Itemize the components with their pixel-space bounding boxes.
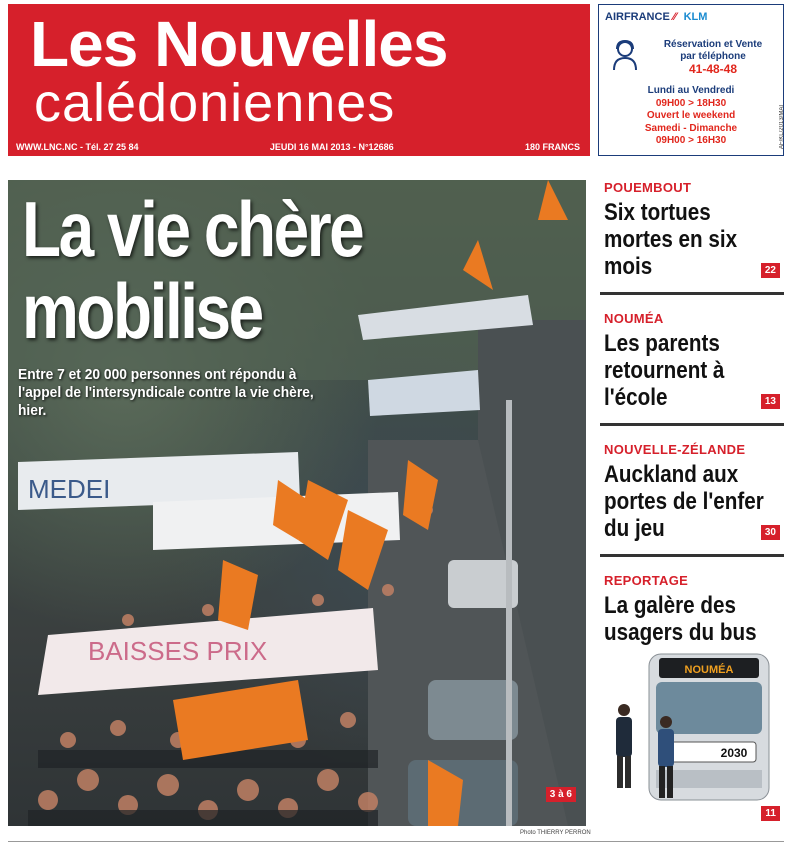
story-title: La galère des usagers du bus — [604, 592, 757, 646]
ad-line2: par téléphone — [680, 51, 746, 62]
cover-lead: Entre 7 et 20 000 personnes ont répondu à l'appel de l'intersyndicale contre la vie chère, hier. — [18, 366, 314, 419]
story-title: Auckland aux portes de l'enfer du jeu — [604, 461, 764, 542]
story-page[interactable]: 13 — [761, 394, 780, 409]
story-reportage[interactable] — [604, 573, 784, 646]
story-page[interactable]: 11 — [761, 806, 780, 821]
bus-photo[interactable] — [604, 650, 784, 805]
bottom-divider — [8, 841, 784, 842]
story-divider — [600, 423, 784, 426]
masthead — [8, 4, 590, 156]
headline-line2: mobilise — [22, 267, 262, 355]
ad-weekend-days: Samedi - Dimanche — [644, 122, 738, 134]
story-page[interactable]: 30 — [761, 525, 780, 540]
headline-line1: La vie chère — [22, 185, 363, 273]
ad-weekday-label: Lundi au Vendredi — [647, 85, 735, 96]
bus-number-text: 2030 — [720, 746, 748, 760]
story-kicker: POUEMBOUT — [604, 180, 692, 195]
masthead-info-bar — [16, 142, 580, 152]
airfrance-klm-ad[interactable] — [598, 4, 784, 156]
cover-page-ref[interactable]: 3 à 6 — [546, 787, 576, 802]
website-phone: WWW.LNC.NC - Tél. 27 25 84 — [16, 142, 139, 152]
story-divider — [600, 292, 784, 295]
ad-weekday-hours: 09H00 > 18H30 — [655, 97, 727, 109]
ad-reference: AF/KL/2013/MAI — [779, 105, 785, 150]
story-title: Les parents retournent à l'école — [604, 330, 725, 411]
story-kicker: NOUMÉA — [604, 311, 664, 326]
story-noumea[interactable] — [604, 311, 784, 411]
price: 180 FRANCS — [524, 142, 580, 152]
story-pouembout[interactable] — [604, 180, 784, 280]
banner-text-1: MEDEI — [28, 474, 111, 504]
ad-weekend-label: Ouvert le weekend — [646, 110, 736, 121]
story-title: Six tortues mortes en six mois — [604, 199, 738, 280]
photo-credit: Photo THIERRY PERRON — [520, 830, 591, 836]
airfrance-wing-icon: ⁄⁄ — [672, 11, 677, 23]
airfrance-logo: AIRFRANCE — [605, 11, 670, 23]
story-divider — [600, 554, 784, 557]
date-issue: JEUDI 16 MAI 2013 - N°12686 — [269, 142, 394, 152]
ad-weekend-hours: 09H00 > 16H30 — [655, 135, 727, 146]
newspaper-title-second-line: calédoniennes — [34, 73, 396, 133]
banner-text-2: BAISSES PRIX — [88, 636, 268, 666]
story-kicker: REPORTAGE — [604, 573, 689, 588]
newspaper-title: Les Nouvelles — [30, 8, 448, 80]
klm-logo: KLM — [683, 11, 708, 23]
phone-operator-icon — [611, 39, 639, 71]
ad-line1: Réservation et Vente — [663, 39, 763, 50]
ad-brand — [605, 11, 707, 23]
cover-photo[interactable] — [8, 180, 586, 826]
cover-headline — [22, 185, 363, 355]
ad-reservation — [645, 39, 781, 75]
ad-schedule — [603, 85, 779, 148]
story-nouvelle-zelande[interactable] — [604, 442, 784, 542]
ad-phone: 41-48-48 — [688, 62, 738, 76]
bus-destination-text: NOUMÉA — [684, 664, 734, 676]
story-page[interactable]: 22 — [761, 263, 780, 278]
story-kicker: NOUVELLE-ZÉLANDE — [604, 442, 746, 457]
